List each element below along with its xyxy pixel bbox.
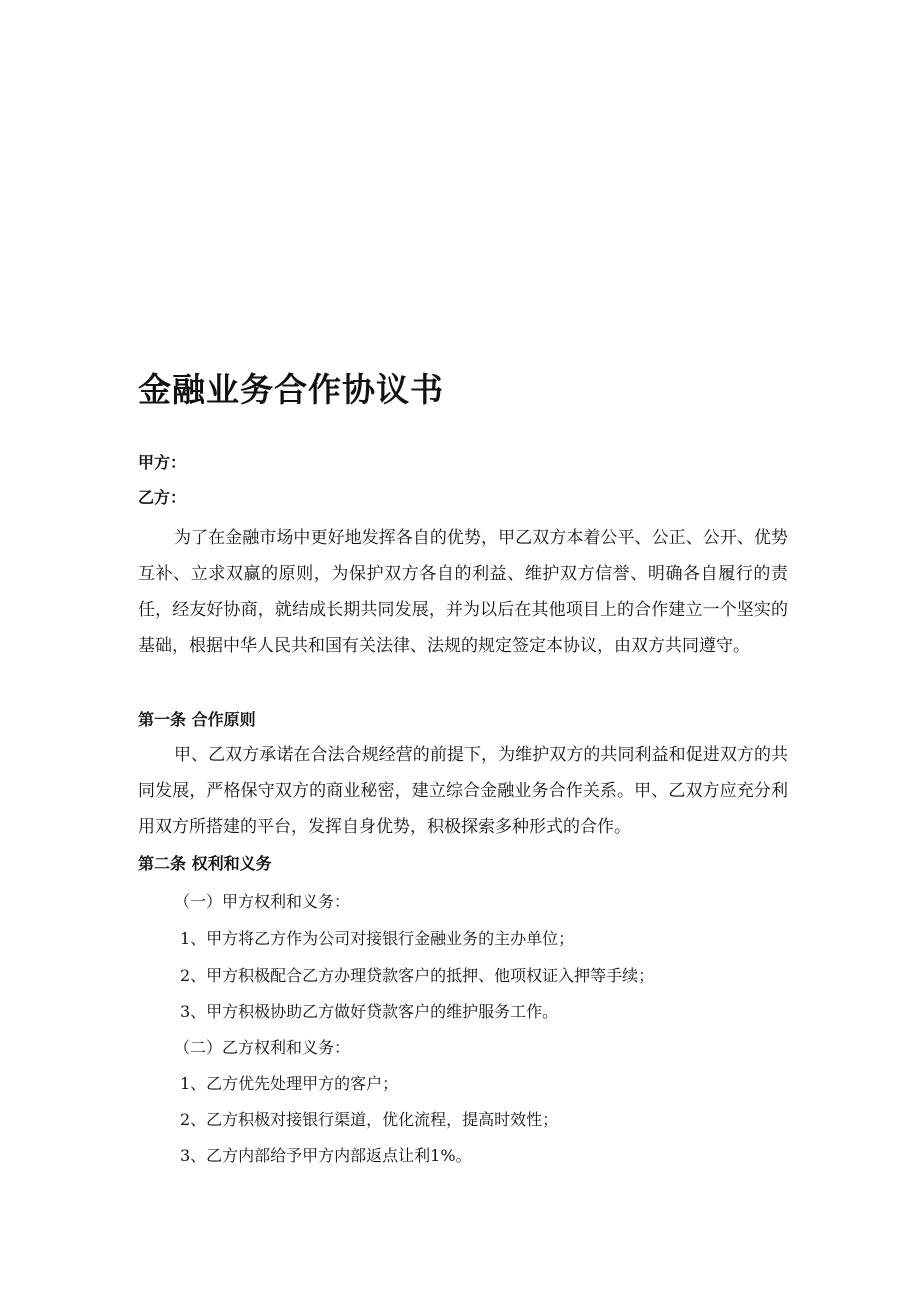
preamble-paragraph: 为了在金融市场中更好地发挥各自的优势，甲乙双方本着公平、公正、公开、优势互补、立求双赢的原则，为保护双方各自的利益、维护双方信誉、明确各自履行的责任，经友好协商，就结成长期共同发展，并为以后在其他项目上的合作建立一个坚实的基础，根据中华人民共和国有关法律、法规的规定签定本协议，由双方共同遵守。 bbox=[138, 528, 788, 656]
section-b-item-3: 3、乙方内部给予甲方内部返点让利1%。 bbox=[180, 1146, 472, 1165]
section-a-item-2: 2、甲方积极配合乙方办理贷款客户的抵押、他项权证入押等手续； bbox=[180, 966, 655, 985]
article-1-body: 甲、乙双方承诺在合法合规经营的前提下，为维护双方的共同利益和促进双方的共同发展，严格保守双方的商业秘密，建立综合金融业务合作关系。甲、乙双方应充分利用双方所搭建的平台，发挥自身优势，积极探索多种形式的合作。 bbox=[138, 745, 788, 837]
party-a-label: 甲方： bbox=[138, 453, 187, 472]
section-a-item-3: 3、甲方积极协助乙方做好贷款客户的维护服务工作。 bbox=[180, 1002, 559, 1021]
section-a-title: （一）甲方权利和义务： bbox=[174, 892, 351, 911]
article-2-heading: 第二条 权利和义务 bbox=[138, 854, 272, 873]
section-b-title: （二）乙方权利和义务： bbox=[174, 1038, 351, 1057]
section-b-item-2: 2、乙方积极对接银行渠道，优化流程，提高时效性； bbox=[180, 1110, 559, 1129]
document-title: 金融业务合作协议书 bbox=[138, 370, 444, 409]
party-b-label: 乙方： bbox=[138, 488, 187, 507]
section-b-item-1: 1、乙方优先处理甲方的客户； bbox=[180, 1074, 399, 1093]
article-1-heading: 第一条 合作原则 bbox=[138, 710, 256, 729]
section-a-item-1: 1、甲方将乙方作为公司对接银行金融业务的主办单位； bbox=[180, 929, 575, 948]
